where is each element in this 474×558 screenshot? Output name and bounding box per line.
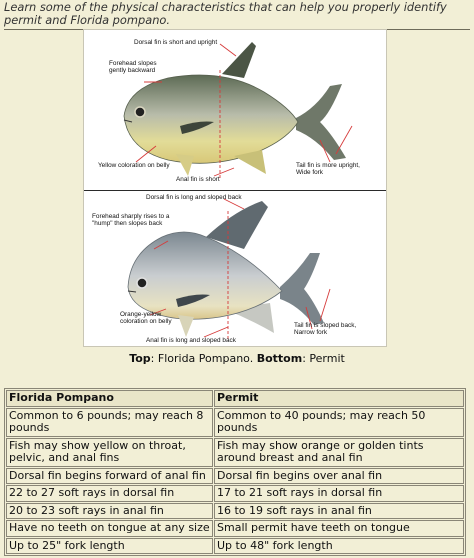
cell-permit: Dorsal fin begins over anal fin <box>214 468 464 485</box>
caption-bottom-label: Bottom <box>256 352 303 365</box>
table-row <box>6 408 464 437</box>
comparison-table <box>4 388 466 556</box>
permit-belly-label: Orange-yellow coloration on belly <box>120 311 172 326</box>
cell-permit: 16 to 19 soft rays in anal fin <box>214 503 464 520</box>
caption-top-label: Top <box>129 352 151 365</box>
permit-forehead-label: Forehead sharply rises to a "hump" then slopes back <box>92 213 170 228</box>
pompano-tail-label: Tail fin is more upright, Wide fork <box>296 162 360 177</box>
header-florida-pompano: Florida Pompano <box>6 390 213 407</box>
cell-pompano: Dorsal fin begins forward of anal fin <box>6 468 213 485</box>
permit-dorsal-label: Dorsal fin is long and sloped back <box>146 194 242 201</box>
table-header-row <box>6 390 464 407</box>
cell-pompano: Up to 25" fork length <box>6 538 213 555</box>
cell-permit: 17 to 21 soft rays in dorsal fin <box>214 485 464 502</box>
header-permit: Permit <box>214 390 464 407</box>
table-row <box>6 438 464 467</box>
cell-pompano: Have no teeth on tongue at any size <box>6 520 213 537</box>
pompano-anal-label: Anal fin is short <box>176 176 220 183</box>
table-row <box>6 485 464 502</box>
table-row <box>6 538 464 555</box>
intro-text: Learn some of the physical characteristics that can help you properly identify permit and Florida pompano. <box>4 1 470 30</box>
cell-pompano: 22 to 27 soft rays in dorsal fin <box>6 485 213 502</box>
cell-pompano: 20 to 23 soft rays in anal fin <box>6 503 213 520</box>
cell-pompano: Fish may show yellow on throat, pelvic, and anal fins <box>6 438 213 467</box>
table-row <box>6 468 464 485</box>
fish-comparison-figure <box>83 29 387 347</box>
pompano-forehead-label: Forehead slopes gently backward <box>109 60 157 75</box>
cell-permit: Small permit have teeth on tongue <box>214 520 464 537</box>
caption-bottom-text: : Permit <box>302 352 345 365</box>
cell-permit: Fish may show orange or golden tints around breast and anal fin <box>214 438 464 467</box>
cell-permit: Common to 40 pounds; may reach 50 pounds <box>214 408 464 437</box>
figure-caption <box>0 352 474 365</box>
pompano-belly-label: Yellow coloration on belly <box>98 162 170 169</box>
table-row <box>6 520 464 537</box>
permit-anal-label: Anal fin is long and sloped back <box>146 337 236 344</box>
permit-tail-label: Tail fin is sloped back, Narrow fork <box>294 322 357 337</box>
cell-pompano: Common to 6 pounds; may reach 8 pounds <box>6 408 213 437</box>
pompano-dorsal-label: Dorsal fin is short and upright <box>134 39 218 46</box>
cell-permit: Up to 48" fork length <box>214 538 464 555</box>
table-row <box>6 503 464 520</box>
caption-top-text: : Florida Pompano. <box>150 352 257 365</box>
